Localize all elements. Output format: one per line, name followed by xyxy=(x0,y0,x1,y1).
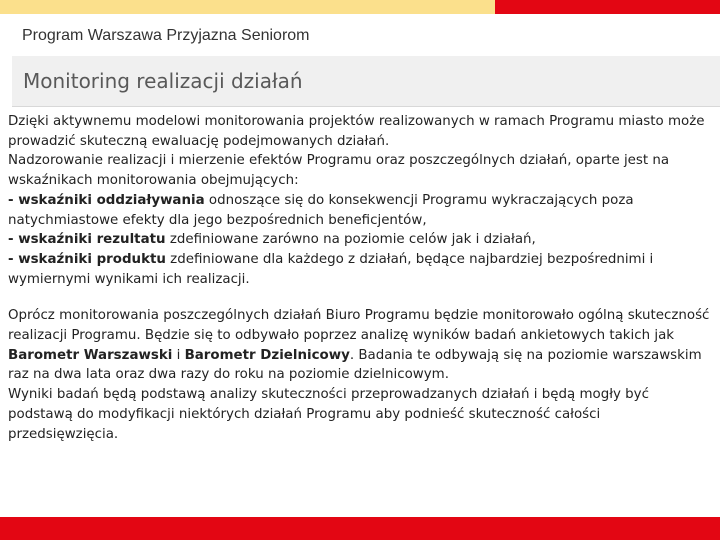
slide-content xyxy=(8,112,712,444)
paragraph-gap xyxy=(8,289,712,306)
intro-paragraph-2: Nadzorowanie realizacji i mierzenie efektów Programu oraz poszczególnych działań, oparte jest na wskaźnikach monitorowania obejmujących: xyxy=(8,153,670,189)
monitoring-paragraph xyxy=(8,306,712,385)
monitoring-text-c: i xyxy=(172,347,185,363)
bottom-color-bar xyxy=(0,517,720,540)
barometr-warszawski: Barometr Warszawski xyxy=(8,347,173,363)
top-color-bar xyxy=(0,0,720,14)
results-paragraph: Wyniki badań będą podstawą analizy skuteczności przeprowadzanych działań i będą mogły być podstawą do modyfikacji niektórych działań Programu aby podnieść skuteczność całości przedsięwzięcia. xyxy=(8,387,649,442)
top-bar-red-segment xyxy=(495,0,720,14)
indicator-text-result: zdefiniowane zarówno na poziomie celów jak i działań, xyxy=(165,232,536,248)
monitoring-text-a: Oprócz monitorowania poszczególnych działań Biuro Programu będzie monitorowało ogólną skuteczność realizacji Programu. Będzie się to odbywało poprzez analizę wyników badań ankietowych takich jak xyxy=(8,308,710,344)
indicator-text-product: zdefiniowane dla każdego z działań, będące najbardziej bezpośrednimi i wymiernymi wynikami ich realizacji. xyxy=(8,251,654,287)
program-name: Program Warszawa Przyjazna Seniorom xyxy=(22,27,310,44)
top-bar-yellow-segment xyxy=(0,0,495,14)
barometr-dzielnicowy: Barometr Dzielnicowy xyxy=(184,347,350,363)
slide-title: Monitoring realizacji działań xyxy=(23,69,303,93)
intro-paragraph-1: Dzięki aktywnemu modelowi monitorowania projektów realizowanych w ramach Programu miasto może prowadzić skuteczną ewaluację podejmowanych działań. xyxy=(8,114,705,149)
indicator-label-result: - wskaźniki rezultatu xyxy=(8,232,166,248)
title-band xyxy=(12,56,720,107)
indicator-label-product: - wskaźniki produktu xyxy=(8,251,166,267)
indicator-item-product xyxy=(8,250,712,289)
indicator-label-impact: - wskaźniki oddziaływania xyxy=(8,192,205,208)
indicator-item-result xyxy=(8,230,712,250)
indicator-item-impact xyxy=(8,191,712,230)
indicator-text-impact: odnoszące się do konsekwencji Programu wykraczających poza natychmiastowe efekty dla jego bezpośrednich beneficjentów, xyxy=(8,192,634,228)
monitoring-text-e: . Badania te odbywają się na poziomie warszawskim raz na dwa lata oraz dwa razy do roku na poziomie dzielnicowym. xyxy=(8,347,702,383)
